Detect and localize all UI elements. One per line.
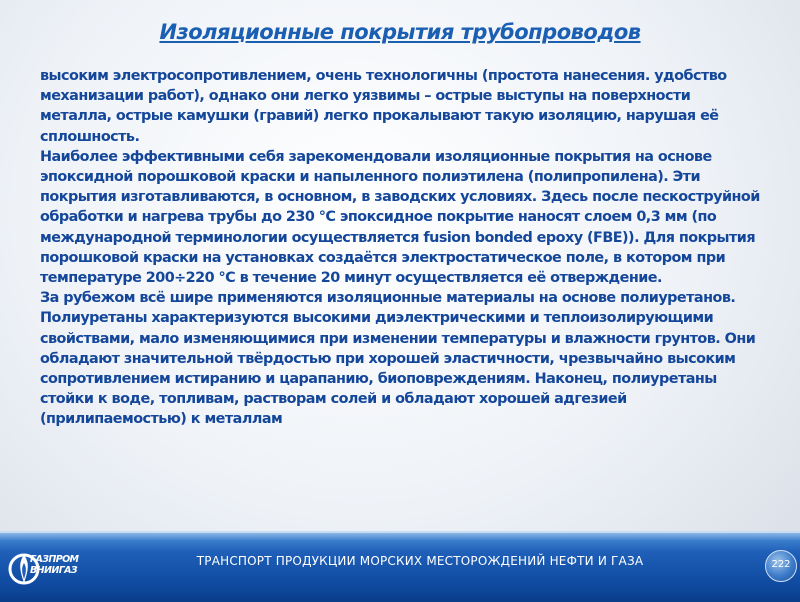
gazprom-logo: [8, 543, 79, 591]
paragraph-1: высоким электросопротивлением, очень технологичны (простота нанесения. удобство механизации работ), однако они легко уязвимы – острые выступы на поверхности металла, острые камушки (гравий) легко прокалывают такую изоляцию, нарушая её сплошность.: [40, 68, 727, 145]
footer-highlight: [0, 533, 800, 541]
paragraph-3: За рубежом всё шире применяются изоляционные материалы на основе полиуретанов. Полиуретаны характеризуются высокими диэлектрическими и теплоизолирующими свойствами, мало изменяющимися при изменении температуры и влажности грунтов. Они обладают значительной твёрдостью при хорошей эластичности, чрезвычайно высоким сопротивлением истиранию и царапанию, биоповреждениям. Наконец, полиуретаны стойки к воде, топливам, растворам солей и обладают хорошей адгезией (прилипаемостью) к металлам: [40, 290, 756, 428]
logo-text: ГАЗПРОМ ВНИИГАЗ: [30, 554, 79, 576]
paragraph-2: Наиболее эффективными себя зарекомендовали изоляционные покрытия на основе эпоксидной порошковой краски и напыленного полиэтилена (полипропилена). Эти покрытия изготавливаются, в основном, в заводских условиях. Здесь после пескоструйной обработки и нагрева трубы до 230 °С эпоксидное покрытие наносят слоем 0,3 мм (по международной терминологии осуществляется fusion bonded epoxy (FBE)). Для покрытия порошковой краски на установках создаётся электростатическое поле, в котором при температуре 200÷220 °С в течение 20 минут осуществляется её отверждение.: [40, 148, 760, 287]
footer-caption: ТРАНСПОРТ ПРОДУКЦИИ МОРСКИХ МЕСТОРОЖДЕНИЙ НЕФТИ И ГАЗА: [196, 554, 644, 568]
slide-title: Изоляционные покрытия трубопроводов: [159, 20, 641, 44]
footer-bar: [0, 531, 800, 602]
page-number: 222: [771, 559, 791, 570]
page-number-badge: [765, 550, 797, 582]
slide-body: [40, 66, 760, 430]
